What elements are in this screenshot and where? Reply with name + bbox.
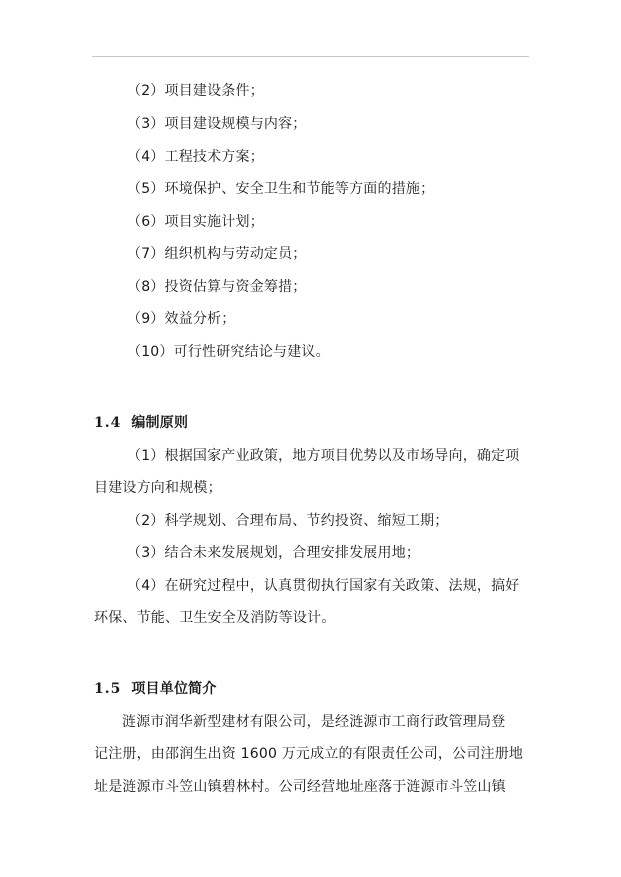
section-heading-1-5: [94, 679, 534, 699]
section-number: 1.4: [94, 415, 122, 431]
list-item: （4）工程技术方案；: [127, 149, 264, 165]
section-number: 1.5: [94, 681, 122, 697]
paragraph-line: （4）在研究过程中，认真贯彻执行国家有关政策、法规，搞好: [127, 578, 520, 594]
paragraph-line: 环保、节能、卫生安全及消防等设计。: [94, 610, 336, 626]
paragraph-line: 记注册，由邵润生出资 1600 万元成立的有限责任公司，公司注册地: [94, 746, 524, 762]
paragraph-line: （3）结合未来发展规划，合理安排发展用地；: [127, 545, 421, 561]
list-item: （8）投资估算与资金筹措；: [127, 279, 307, 295]
list-item: （7）组织机构与劳动定员；: [127, 246, 307, 262]
header-rule: [92, 56, 529, 57]
list-item: （2）项目建设条件；: [127, 83, 264, 99]
paragraph-line: 涟源市润华新型建材有限公司，是经涟源市工商行政管理局登: [122, 714, 506, 730]
section-title: 编制原则: [131, 415, 189, 431]
paragraph-line: 目建设方向和规模；: [94, 480, 222, 496]
list-item: （9）效益分析；: [127, 311, 236, 327]
list-item: （3）项目建设规模与内容；: [127, 116, 307, 132]
paragraph-line: （1）根据国家产业政策，地方项目优势以及市场导向，确定项: [127, 448, 520, 464]
list-item: （5）环境保护、安全卫生和节能等方面的措施；: [127, 181, 435, 197]
paragraph-line: 址是涟源市斗笠山镇碧林村。公司经营地址座落于涟源市斗笠山镇: [94, 779, 506, 795]
paragraph-line: （2）科学规划、合理布局、节约投资、缩短工期；: [127, 513, 449, 529]
section-heading-1-4: [94, 413, 534, 433]
list-item: （6）项目实施计划；: [127, 214, 264, 230]
section-title: 项目单位简介: [131, 681, 217, 697]
list-item: （10）可行性研究结论与建议。: [127, 344, 330, 360]
